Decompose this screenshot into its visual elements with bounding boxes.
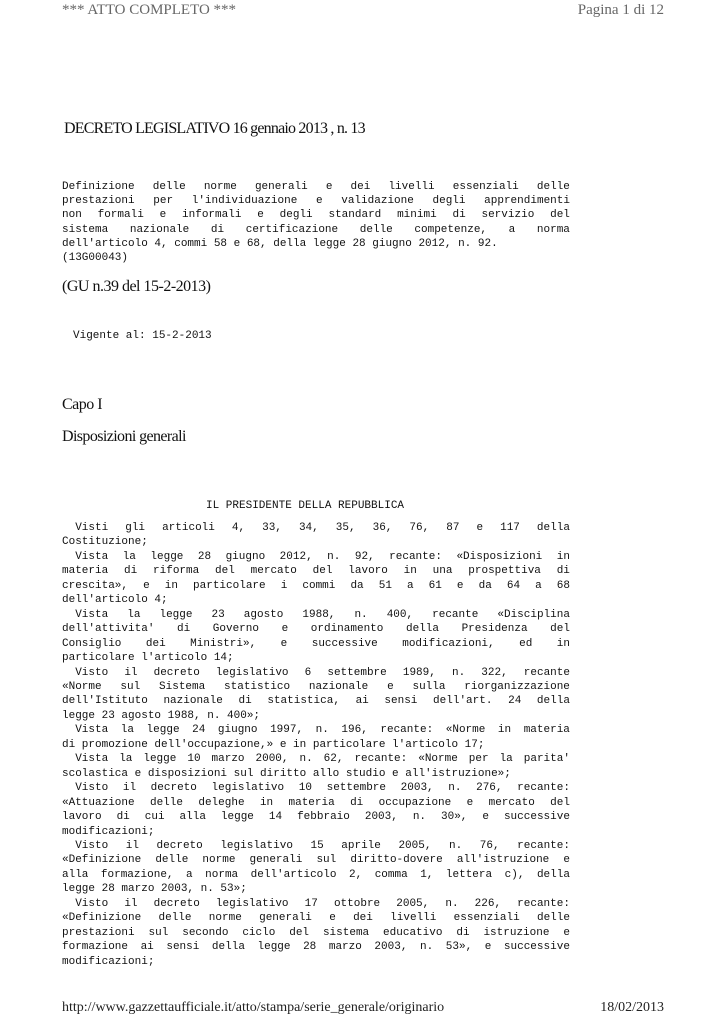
decree-summary (62, 180, 570, 265)
text-line: sistema nazionale di certificazione delle competenze, a norma (62, 223, 570, 236)
text-line: particolare l'articolo 14; (62, 652, 234, 665)
text-line: Vista la legge 10 marzo 2000, n. 62, recante: «Norme per la parita' (62, 753, 570, 766)
text-line: Vista la legge 24 giugno 1997, n. 196, recante: «Norme in materia (62, 724, 570, 737)
text-line: Visto il decreto legislativo 17 ottobre 2005, n. 226, recante: (62, 897, 570, 910)
text-line: legge 28 marzo 2003, n. 53»; (62, 883, 247, 896)
text-line: alla formazione, a norma dell'articolo 2, comma 1, lettera c), della (62, 868, 570, 881)
decree-body-text (62, 521, 570, 969)
text-line: dell'attivita' di Governo e ordinamento della Presidenza del (62, 623, 570, 636)
text-line: legge 23 agosto 1988, n. 400»; (62, 709, 261, 722)
text-line: scolastica e disposizioni sul diritto allo studio e all'istruzione»; (62, 767, 511, 780)
header-status-label: *** ATTO COMPLETO *** (62, 2, 237, 18)
text-line: Costituzione; (62, 536, 148, 549)
text-line: dell'articolo 4; (62, 594, 168, 607)
text-line: materia di riforma del mercato del lavoro in una prospettiva di (62, 565, 570, 578)
text-line: Consiglio dei Ministri», e successive modificazioni, ed in (62, 637, 570, 650)
text-line: Definizione delle norme generali e dei livelli essenziali delle (62, 181, 570, 193)
text-line: modificazioni; (62, 825, 155, 838)
gazette-reference: (GU n.39 del 15-2-2013) (62, 278, 211, 295)
text-line: Visti gli articoli 4, 33, 34, 35, 36, 76, 87 e 117 della (62, 522, 570, 534)
in-force-date: Vigente al: 15-2-2013 (73, 330, 212, 342)
text-line: Visto il decreto legislativo 15 aprile 2005, n. 76, recante: (62, 839, 570, 852)
text-line: formazione ai sensi della legge 28 marzo 2003, n. 53», e successive (62, 941, 570, 954)
text-line: dell'articolo 4, commi 58 e 68, della legge 28 giugno 2012, n. 92. (62, 237, 498, 250)
text-line: (13G00043) (62, 252, 129, 265)
text-line: Visto il decreto legislativo 10 settembre 2003, n. 276, recante: (62, 782, 570, 795)
text-line: «Attuazione delle deleghe in materia di occupazione e mercato del (62, 796, 570, 809)
footer-url[interactable]: http://www.gazzettaufficiale.it/atto/stampa/serie_generale/originario (62, 1000, 445, 1015)
text-line: non formali e informali e degli standard minimi di servizio del (62, 209, 570, 222)
text-line: «Definizione delle norme generali e dei livelli essenziali delle (62, 912, 570, 925)
text-line: «Definizione delle norme generali sul diritto-dovere all'istruzione e (62, 854, 570, 867)
text-line: prestazioni per l'individuazione e validazione degli apprendimenti (62, 195, 570, 208)
text-line: lavoro di cui alla legge 14 febbraio 2003, n. 30», e successive (62, 811, 570, 824)
chapter-heading: Capo I (62, 396, 103, 413)
header-page-number: Pagina 1 di 12 (577, 2, 664, 18)
president-heading: IL PRESIDENTE DELLA REPUBBLICA (206, 500, 405, 512)
text-line: Visto il decreto legislativo 6 settembre 1989, n. 322, recante (62, 666, 570, 679)
text-line: di promozione dell'occupazione,» e in particolare l'articolo 17; (62, 738, 485, 751)
text-line: crescita», e in particolare i commi da 51 a 61 e da 64 a 68 (62, 579, 570, 592)
chapter-subheading: Disposizioni generali (62, 428, 186, 445)
text-line: Vista la legge 28 giugno 2012, n. 92, recante: «Disposizioni in (62, 550, 570, 563)
footer-date: 18/02/2013 (600, 1000, 664, 1015)
text-line: modificazioni; (62, 955, 155, 968)
text-line: prestazioni sul secondo ciclo del sistema educativo di istruzione e (62, 926, 570, 939)
text-line: «Norme sul Sistema statistico nazionale e sulla riorganizzazione (62, 680, 570, 693)
text-line: dell'Istituto nazionale di statistica, ai sensi dell'art. 24 della (62, 695, 570, 708)
text-line: Vista la legge 23 agosto 1988, n. 400, recante «Disciplina (62, 608, 570, 621)
document-title: DECRETO LEGISLATIVO 16 gennaio 2013 , n. 13 (64, 120, 365, 137)
